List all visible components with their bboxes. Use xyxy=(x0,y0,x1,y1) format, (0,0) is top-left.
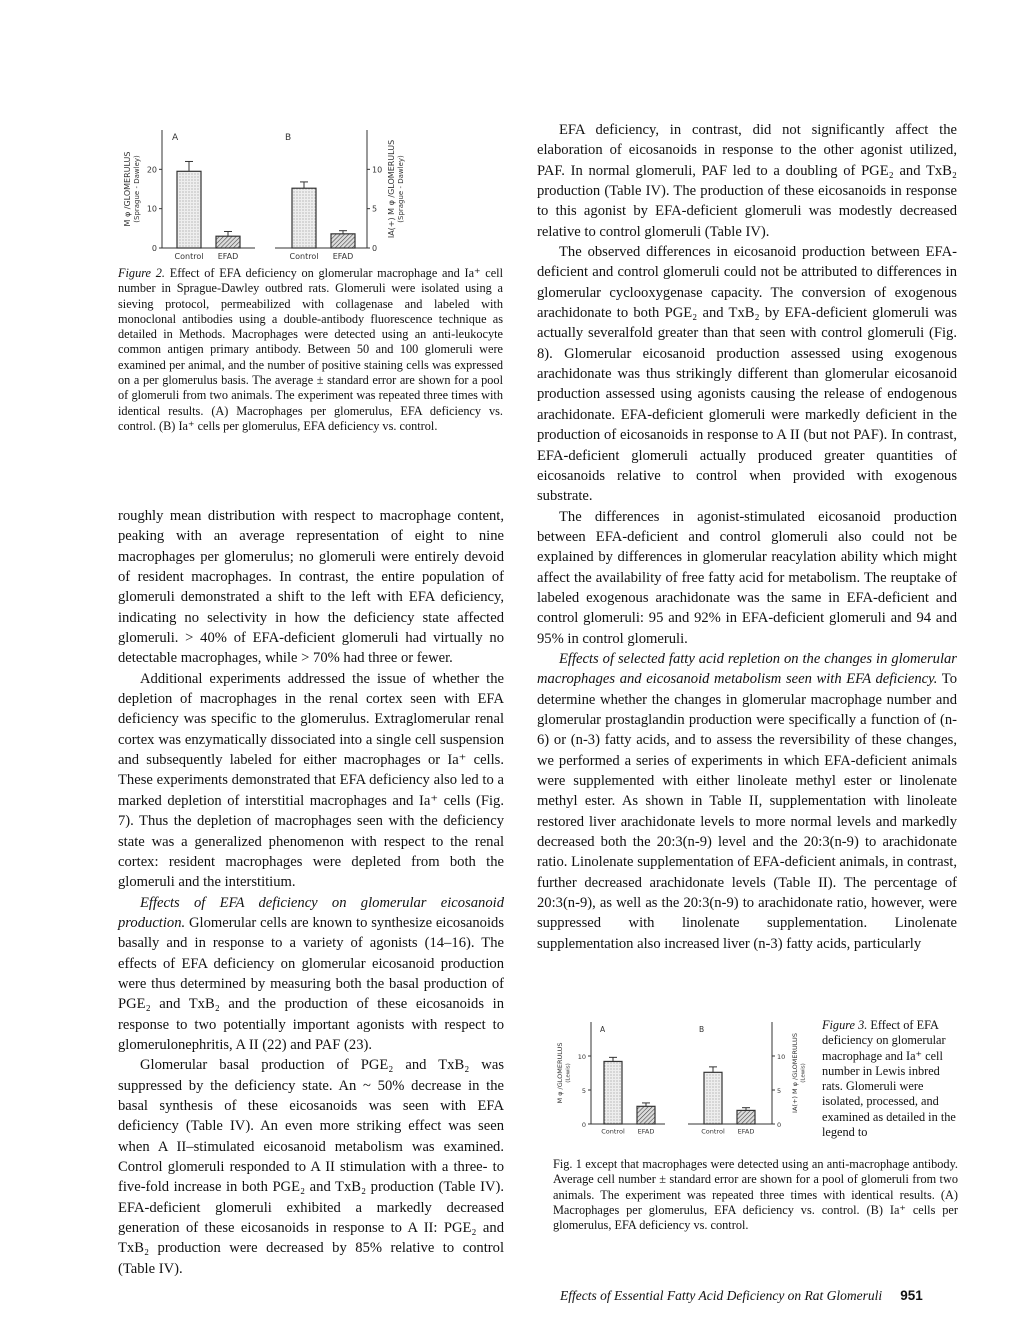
x-tick-label: EFAD xyxy=(332,252,354,261)
paragraph-text: To determine whether the changes in glomerular macrophage number and glomerular prostaglandin production were specifically a function of (n-6) or (n-3) fatty acids, and to assess the reversibility of these changes, we performed a series of experiments in which EFA-deficient animals were supplemented with either linoleate methyl ester or linolenate methyl ester. As shown in Table II, supplementation with linoleate restored liver arachidonate levels to more normal levels and markedly decreased both the 20:3(n-9) level and the 20:3(n-9) to arachidonate ratio. Linolenate supplementation of EFA-deficient animals, in contrast, further decreased arachidonate levels (Table II). The percentage of 20:3(n-9), as well as the 20:3(n-9) to arachidonate ratio, however, were suppressed with linolenate supplementation. Linolenate supplementation also increased liver (n-3) fatty acids, particularly xyxy=(537,671,957,952)
y-axis-sublabel: (Lewis) xyxy=(565,1063,572,1083)
figure-3-caption-below xyxy=(553,1157,958,1233)
bar-control xyxy=(292,188,316,248)
y-tick-label: 10 xyxy=(577,1053,586,1061)
paragraph-text: The differences in agonist-stimulated eicosanoid production between EFA-deficient and control glomeruli also could not be explained by differences in glomerular reacylation ability which might affect the availability of free fatty acid for metabolism. The reuptake of labeled exogenous arachidonate was the same in EFA-deficient and control glomeruli: 95 and 92% in EFA-deficient glomeruli and 94 and 95% in control glomeruli. xyxy=(537,508,957,647)
y-tick-label: 5 xyxy=(372,204,378,214)
figure-2-caption xyxy=(118,266,503,434)
paragraph xyxy=(537,507,957,649)
bar-efad xyxy=(331,234,355,248)
y-tick-label: 20 xyxy=(146,165,157,175)
y-tick-label: 10 xyxy=(777,1053,786,1061)
bar-efad xyxy=(737,1110,755,1124)
y-axis-sublabel: (Lewis) xyxy=(800,1063,807,1083)
figure-3-chart xyxy=(550,1005,820,1145)
paragraph-text: The observed differences in eicosanoid production between EFA-deficient and control glomeruli could not be attributed to differences in glomerular cyclooxygenase capacity. The conversion of exogenous arachidonate to both PGE₂ and TxB₂ by EFA-deficient glomeruli was actually severalfold greater than that seen with control glomeruli (Fig. 8). Glomerular eicosanoid production assessed using exogenous arachidonate was thus strikingly different than glomerular eicosanoid production assessed using agonists causing the release of endogenous arachidonate. EFA-deficient glomeruli were markedly deficient in the production of eicosanoids in response to A II (but not PAF). In contrast, EFA-deficient glomeruli actually produced greater quantities of eicosanoids relative to control when provided with exogenous substrate. xyxy=(537,244,957,505)
y-tick-label: 0 xyxy=(372,244,378,253)
x-tick-label: EFAD xyxy=(737,1127,755,1136)
figure-3-caption-text: Effect of EFA deficiency on glomerular macrophage and Ia⁺ cell number in Lewis inbred rats. Glomeruli were isolated, processed, and examined as detailed in the legend to xyxy=(822,1018,956,1140)
x-tick-label: Control xyxy=(601,1127,625,1136)
paragraph xyxy=(118,506,504,669)
paragraph xyxy=(537,120,957,242)
bar-control xyxy=(704,1072,722,1124)
figure-2-label: Figure 2. xyxy=(118,266,165,280)
x-tick-label: Control xyxy=(289,252,319,261)
x-tick-label: Control xyxy=(174,252,204,261)
section-heading: Effects of EFA deficiency on glomerular eicosanoid production. xyxy=(118,894,504,931)
y-tick-label: 0 xyxy=(777,1121,782,1129)
y-axis-sublabel: (Sprague - Dawley) xyxy=(133,155,141,223)
paragraph-text: Glomerular basal production of PGE₂ and TxB₂ was suppressed by the deficiency state. An ~ 50% decrease in the basal synthesis of these eicosanoids was seen with EFA deficiency (Table IV). An even more striking effect was seen when A II–stimulated eicosanoid metabolism was examined. Control glomeruli responded to A II stimulation with a three- to five-fold increase in both PGE₂ and TxB₂ production (Table IV). EFA-deficient glomeruli exhibited a markedly decreased generation of these eicosanoids in response to A II: PGE₂ and TxB₂ production were decreased by 85% relative to control (Table IV). xyxy=(118,1057,504,1277)
bar-control xyxy=(177,171,201,248)
bar-efad xyxy=(637,1106,655,1124)
paragraph xyxy=(118,669,504,893)
paragraph xyxy=(118,893,504,1056)
running-title: Effects of Essential Fatty Acid Deficiency on Rat Glomeruli xyxy=(560,1288,883,1303)
y-tick-label: 5 xyxy=(581,1087,586,1095)
y-tick-label: 0 xyxy=(581,1121,586,1129)
paragraph-text: roughly mean distribution with respect to macrophage content, peaking with an average representation of eight to nine macrophages per glomerulus; no glomeruli were entirely devoid of resident macrophages. In contrast, the entire population of glomeruli demonstrated a shift to the left with EFA deficiency, indicating no selectivity in how the deficiency state affected glomeruli. > 40% of EFA-deficient glomeruli had virtually no detectable macrophages, while > 70% had three or fewer. xyxy=(118,508,504,667)
x-tick-label: EFAD xyxy=(637,1127,655,1136)
figure-2-caption-text: Effect of EFA deficiency on glomerular macrophage and Ia⁺ cell number in Sprague-Dawley outbred rats. Glomeruli were isolated using a sieving protocol, permeabilized with collagenase and labeled with monoclonal antibodies using a double-antibody fluorescence technique as detailed in Methods. Macrophages were detected using an anti-leukocyte common antigen primary antibody. Between 50 and 100 glomeruli were examined per animal, and the number of positive staining cells was expressed on a per glomerulus basis. The average ± standard error are shown for a pool of glomeruli from two animals. The experiment was repeated three times with identical results. (A) Macrophages per glomerulus, EFA deficiency vs. control. (B) Ia⁺ cells per glomerulus, EFA deficiency vs. control. xyxy=(118,266,503,433)
paragraph-text: EFA deficiency, in contrast, did not significantly affect the elaboration of eicosanoids in response to the other agonist utilized, PAF. In normal glomeruli, PAF led to a doubling of PGE₂ and TxB₂ production (Table IV). The production of these eicosanoids in response to this agonist by EFA-deficient glomeruli was modestly decreased relative to control glomeruli (Table IV). xyxy=(537,122,957,240)
paragraph-text: Glomerular cells are known to synthesize eicosanoids basally and in response to a variety of agonists (14–16). The effects of EFA deficiency on glomerular eicosanoid production were thus determined by measuring both the basal production of PGE₂ and TxB₂ and the production of these eicosanoids in response to two potentially important agonists with respect to glomerulonephritis, A II (22) and PAF (23). xyxy=(118,914,504,1053)
left-column xyxy=(118,506,504,1279)
x-tick-label: EFAD xyxy=(217,252,239,261)
figure-3-label: Figure 3. xyxy=(822,1018,868,1032)
right-column xyxy=(537,120,957,954)
y-axis-label: M φ /GLOMERULUS xyxy=(123,151,132,227)
y-tick-label: 0 xyxy=(151,244,157,253)
y-axis-label: IA(+) M φ /GLOMERULUS xyxy=(791,1033,799,1113)
page-number: 951 xyxy=(900,1288,923,1303)
figure-2-chart xyxy=(110,95,430,275)
section-heading: Effects of selected fatty acid repletion on the changes in glomerular macrophages and eicosanoid metabolism seen with EFA deficiency. xyxy=(537,650,957,688)
panel-label: A xyxy=(172,133,179,143)
y-tick-label: 10 xyxy=(372,165,383,175)
paragraph xyxy=(537,649,957,954)
x-tick-label: Control xyxy=(701,1127,725,1136)
y-tick-label: 10 xyxy=(146,204,157,214)
figure-3-caption-continued: Fig. 1 except that macrophages were detected using an anti-macrophage antibody. Average cell number ± standard error are shown for a pool of glomeruli from two animals. The experiment was repeated three times with identical results. (A) Macrophages per glomerulus, EFA deficiency vs. control. (B) Ia⁺ cells per glomerulus, EFA deficiency vs. control. xyxy=(553,1157,958,1233)
paragraph xyxy=(537,242,957,506)
panel-label: A xyxy=(600,1025,606,1034)
page-footer xyxy=(560,1288,960,1304)
paragraph-text: Additional experiments addressed the issue of whether the depletion of macrophages in the renal cortex seen with EFA deficiency was specific to the glomerulus. Extraglomerular renal cortex was enzymatically dissociated into a single cell suspension and subsequently labeled for either macrophages or Ia⁺ cells. These experiments demonstrated that EFA deficiency also led to a marked depletion of interstitial macrophages and Ia⁺ cells (Fig. 7). Thus the depletion of macrophages seen with the deficiency state was a generalized phenomenon with respect to the renal cortex: resident macrophages were depleted from both the glomeruli and the interstitium. xyxy=(118,670,504,891)
bar-control xyxy=(604,1061,622,1124)
figure-3-caption-side xyxy=(822,1018,962,1140)
panel-label: B xyxy=(285,133,292,143)
panel-label: B xyxy=(699,1025,705,1034)
y-axis-label: M φ /GLOMERULUS xyxy=(556,1042,564,1104)
y-axis-label: IA(+) M φ /GLOMERULUS xyxy=(387,139,396,239)
paragraph xyxy=(118,1055,504,1279)
y-axis-sublabel: (Sprague - Dawley) xyxy=(397,155,405,223)
bar-efad xyxy=(216,236,240,248)
y-tick-label: 5 xyxy=(777,1087,782,1095)
